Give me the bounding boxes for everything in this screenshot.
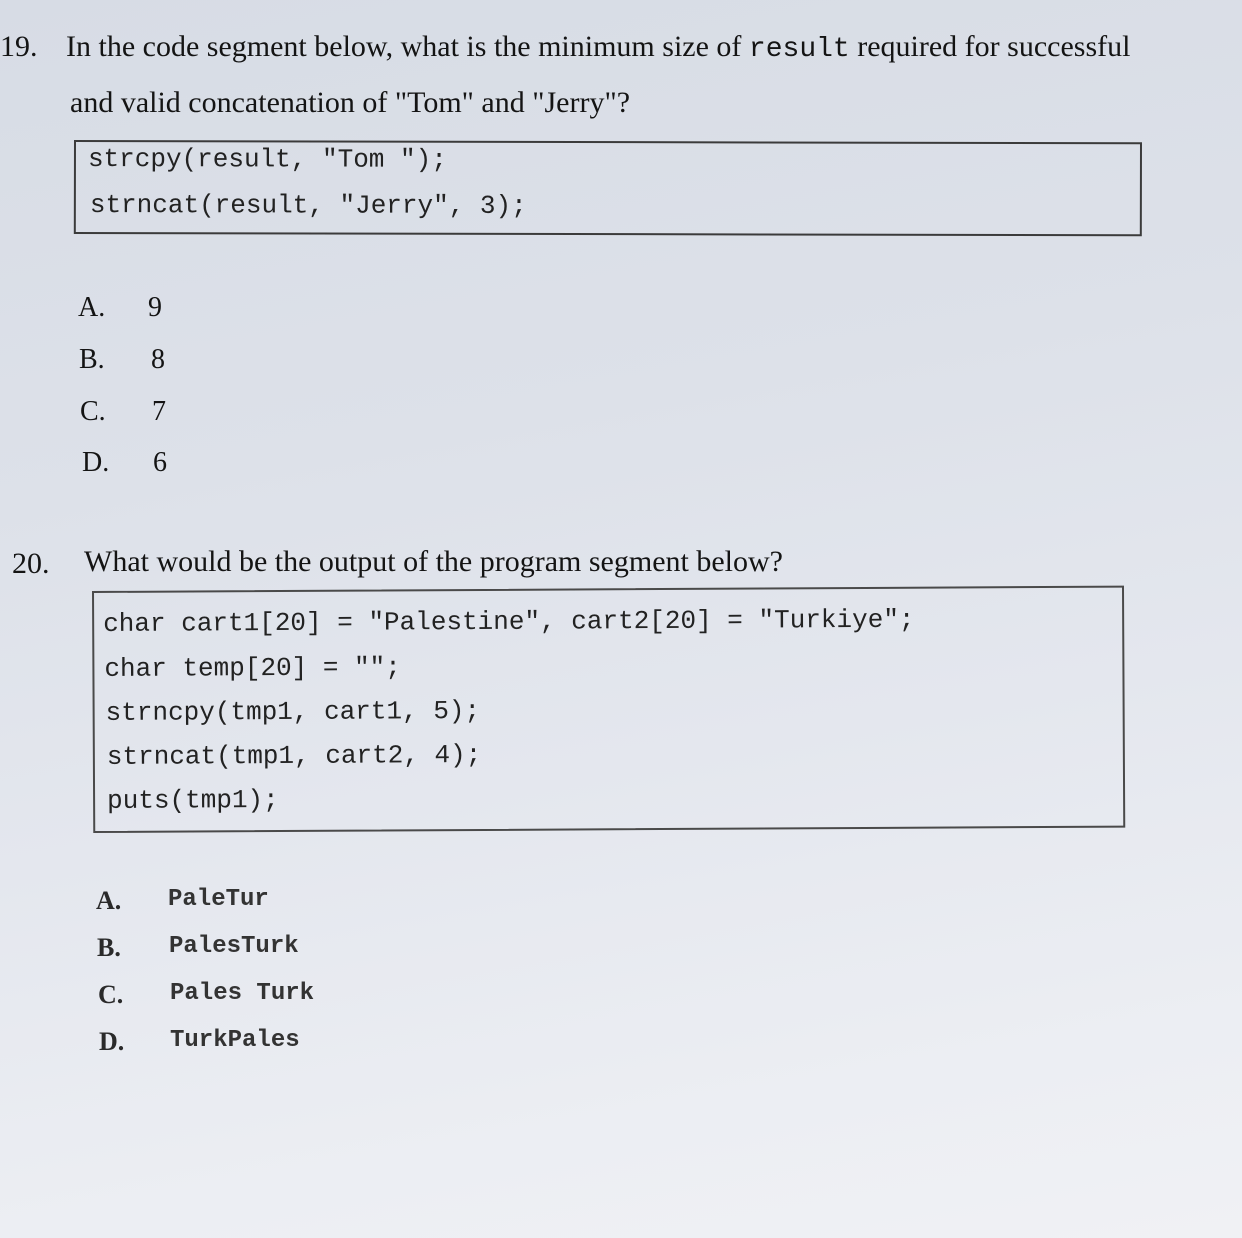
option-a-letter: A. bbox=[96, 886, 122, 915]
question-20-prompt: What would be the output of the program segment below? bbox=[84, 545, 783, 578]
option-d-value: TurkPales bbox=[170, 1027, 300, 1054]
option-b-value: 8 bbox=[151, 344, 165, 375]
option-d-letter: D. bbox=[99, 1027, 125, 1056]
question-19-inline-code: result bbox=[748, 34, 850, 65]
question-19-text-after: required for successful bbox=[849, 30, 1131, 63]
option-a-letter: A. bbox=[78, 292, 106, 323]
question-20-code-box bbox=[92, 586, 1125, 833]
option-c-letter: C. bbox=[98, 980, 124, 1009]
code-line: strcpy(result, "Tom "); bbox=[87, 144, 447, 175]
option-a-value: 9 bbox=[148, 292, 162, 323]
code-line: char temp[20] = ""; bbox=[104, 652, 401, 684]
question-19-prompt-line1 bbox=[66, 30, 1130, 65]
option-d-value: 6 bbox=[153, 447, 167, 478]
question-19-number: 19. bbox=[0, 30, 38, 63]
question-19-prompt-line2: and valid concatenation of "Tom" and "Jerry"? bbox=[70, 86, 631, 119]
question-20-number: 20. bbox=[12, 547, 50, 580]
code-line: strncpy(tmp1, cart1, 5); bbox=[105, 695, 481, 728]
option-c-letter: C. bbox=[80, 396, 106, 427]
question-19-code-box bbox=[74, 140, 1142, 236]
option-b-letter: B. bbox=[97, 933, 121, 962]
code-line: char cart1[20] = "Palestine", cart2[20] = "Turkiye"; bbox=[103, 604, 915, 639]
option-c-value: 7 bbox=[152, 396, 166, 427]
option-a-value: PaleTur bbox=[168, 886, 269, 913]
question-19-text-before: In the code segment below, what is the minimum size of bbox=[66, 30, 749, 63]
option-b-letter: B. bbox=[79, 344, 105, 375]
option-b-value: PalesTurk bbox=[169, 933, 299, 960]
option-c-value: Pales Turk bbox=[170, 980, 315, 1007]
code-line: puts(tmp1); bbox=[107, 785, 279, 816]
option-d-letter: D. bbox=[82, 447, 110, 478]
code-line: strncat(tmp1, cart2, 4); bbox=[106, 739, 482, 772]
code-line: strncat(result, "Jerry", 3); bbox=[89, 190, 527, 221]
